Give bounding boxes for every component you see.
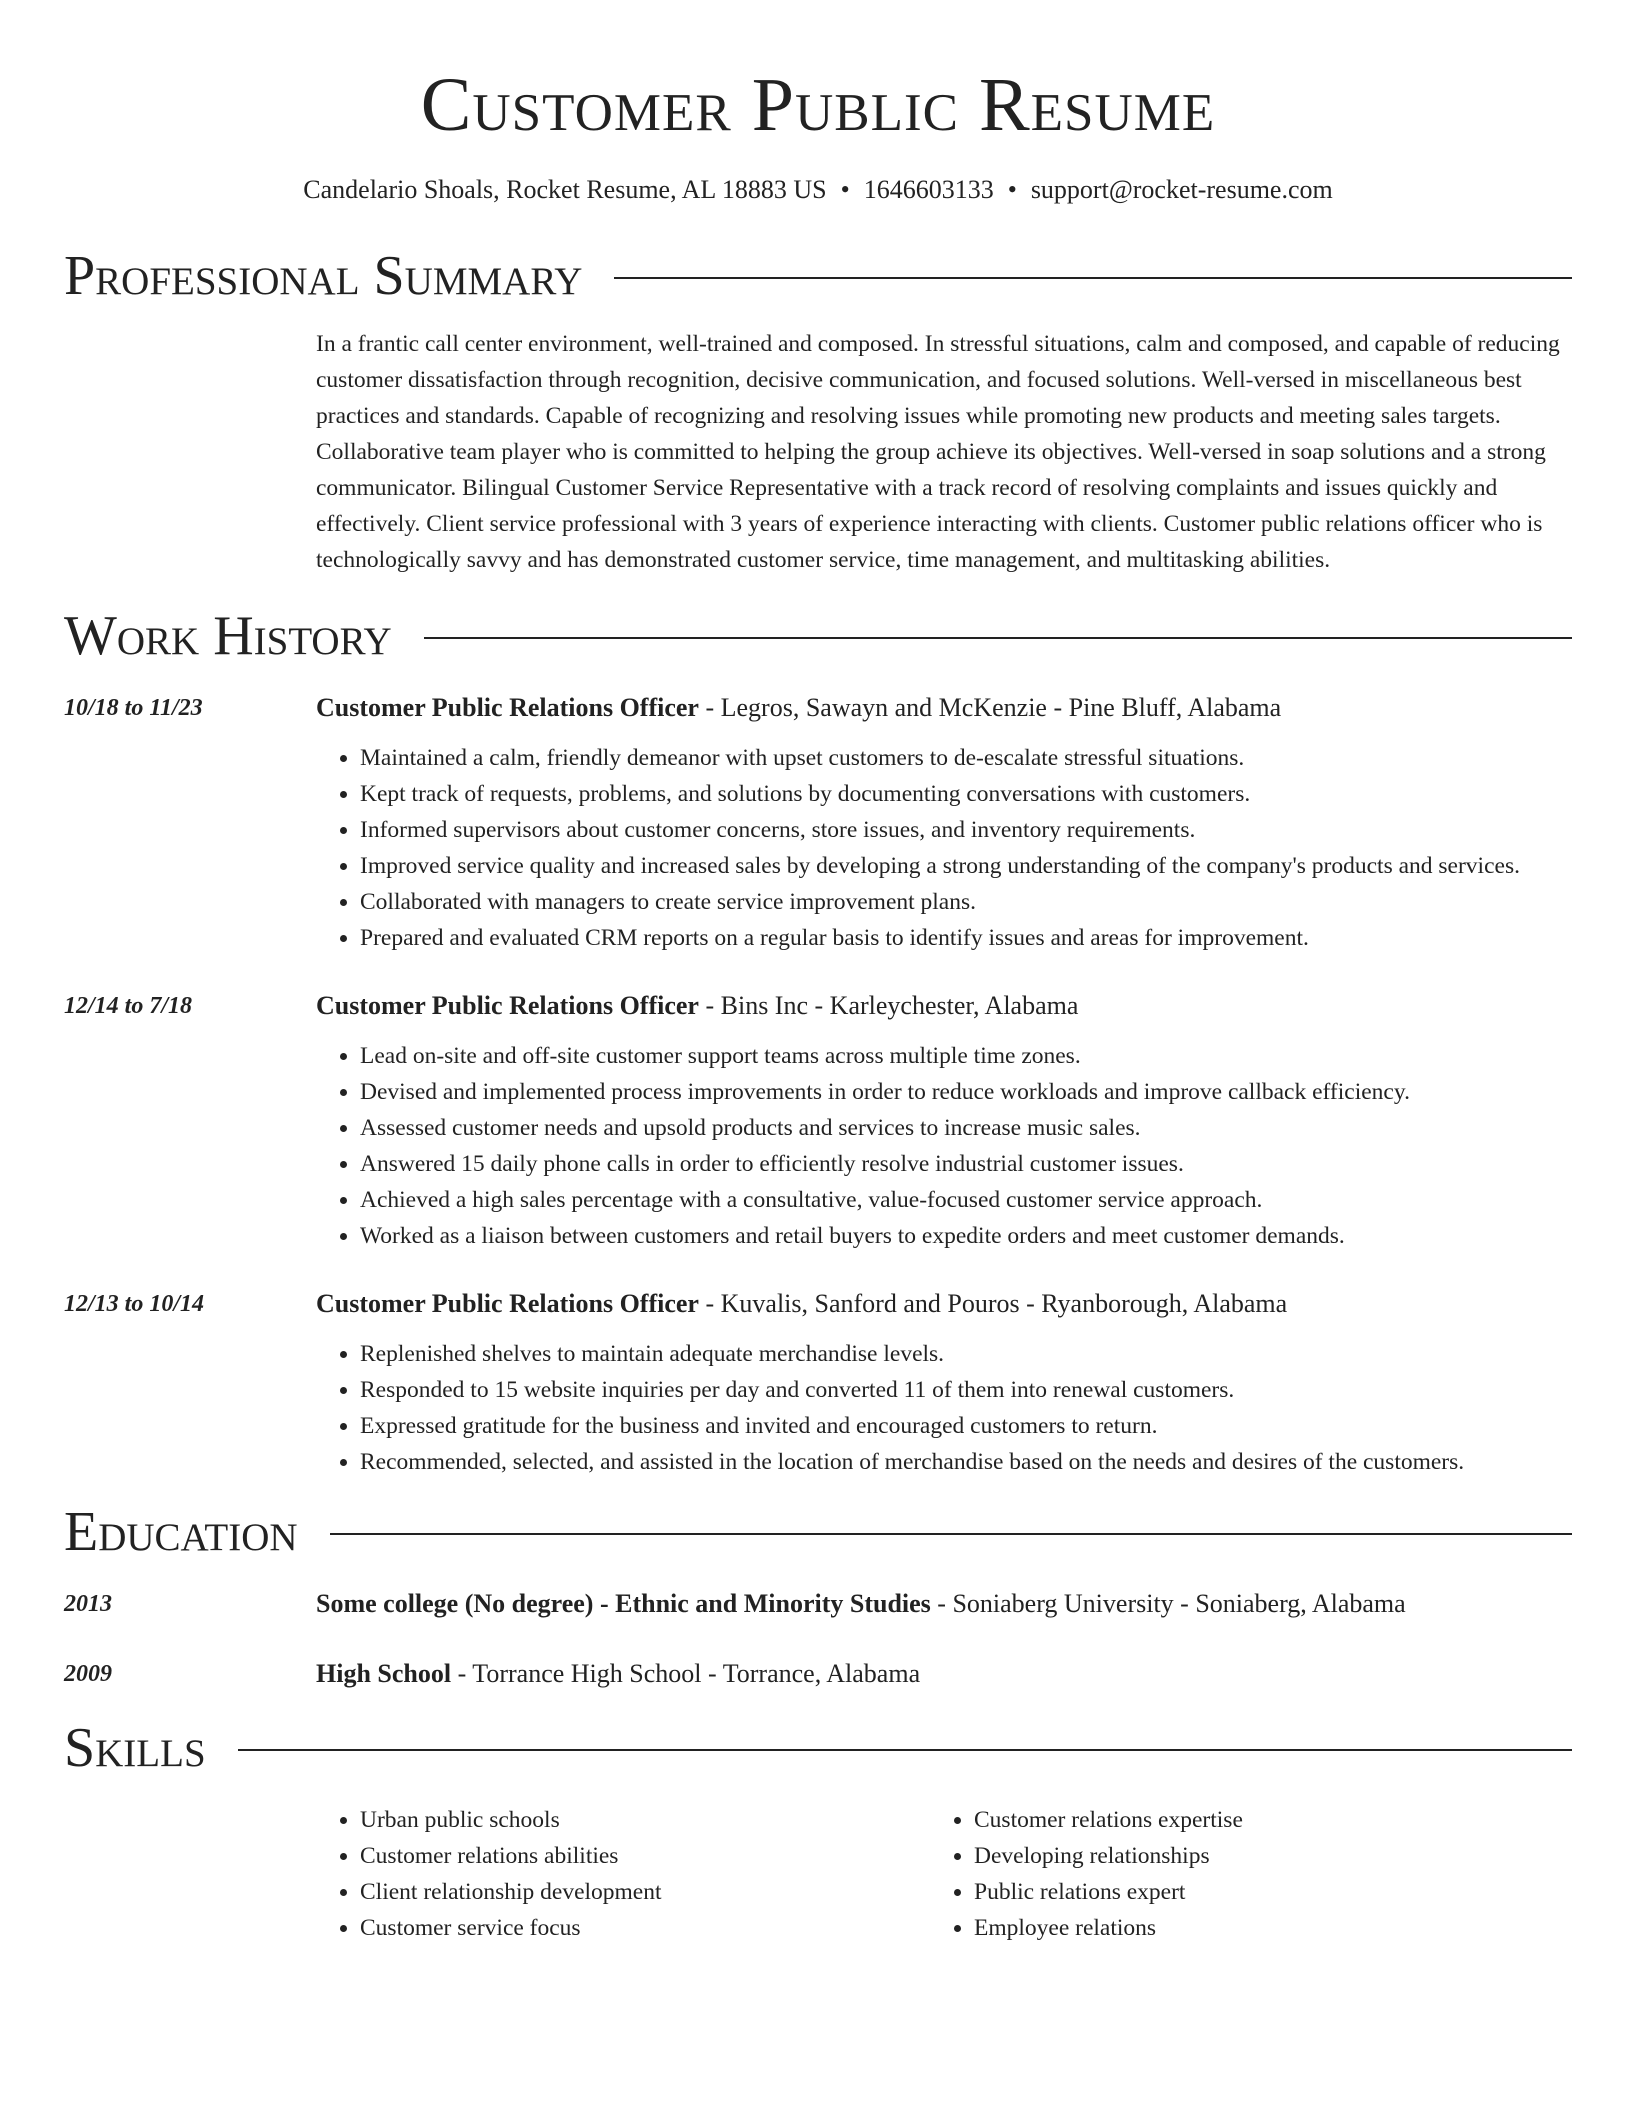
section-divider <box>614 277 1572 279</box>
skill-item: • Employee relations <box>974 1910 1544 1946</box>
work-entry <box>64 988 1572 1254</box>
section-divider <box>424 637 1572 639</box>
work-bullet: • Responded to 15 website inquiries per day and converted 11 of them into renewal customers. <box>360 1372 1572 1408</box>
skill-item: • Public relations expert <box>974 1874 1544 1910</box>
work-history-list <box>64 690 1572 1480</box>
education-entry-body <box>316 1586 1572 1622</box>
skills-column-left <box>316 1802 930 1946</box>
education-year: 2009 <box>64 1661 112 1687</box>
contact-separator: • <box>840 175 850 204</box>
skills-section-title: Skills <box>64 1717 206 1779</box>
contact-phone: 1646603133 <box>863 175 994 204</box>
job-employer: - Kuvalis, Sanford and Pouros - Ryanborough, Alabama <box>698 1289 1288 1318</box>
skill-item: • Client relationship development <box>360 1874 930 1910</box>
work-bullet: • Achieved a high sales percentage with a consultative, value-focused customer service approach. <box>360 1182 1572 1218</box>
skills-grid <box>316 1802 1572 1946</box>
work-dates: 12/14 to 7/18 <box>64 993 193 1019</box>
work-bullet: • Answered 15 daily phone calls in order to efficiently resolve industrial customer issues. <box>360 1146 1572 1182</box>
work-entry <box>64 690 1572 956</box>
skills-column-right <box>930 1802 1544 1946</box>
contact-separator: • <box>1007 175 1017 204</box>
education-title-line <box>316 1586 1572 1622</box>
work-bullets <box>316 1336 1572 1480</box>
skill-item: • Customer relations expertise <box>974 1802 1544 1838</box>
job-title: Customer Public Relations Officer <box>316 991 699 1020</box>
work-bullets <box>316 740 1572 956</box>
education-section-title: Education <box>64 1501 298 1563</box>
summary-text: In a frantic call center environment, well-trained and composed. In stressful situations, calm and composed, and capable of reducing customer dissatisfaction through recognition, decisive communication, and focused solutions. Well-versed in miscellaneous best practices and standards. Capable of recognizing and resolving issues while promoting new products and meeting sales targets. Collaborative team player who is committed to helping the group achieve its objectives. Well-versed in soap solutions and a strong communicator. Bilingual Customer Service Representative with a track record of resolving complaints and issues quickly and effectively. Client service professional with 3 years of experience interacting with clients. Customer public relations officer who is technologically savvy and has demonstrated customer service, time management, and multitasking abilities. <box>316 331 1560 573</box>
job-title: Customer Public Relations Officer <box>316 1289 699 1318</box>
education-entry <box>64 1586 1572 1622</box>
skill-item: • Urban public schools <box>360 1802 930 1838</box>
work-section-header <box>64 606 1572 666</box>
work-bullet: • Maintained a calm, friendly demeanor with upset customers to de-escalate stressful situations. <box>360 740 1572 776</box>
education-title-line <box>316 1656 1572 1692</box>
education-degree: Some college (No degree) - Ethnic and Minority Studies <box>316 1589 931 1618</box>
education-section-header <box>64 1502 1572 1562</box>
work-bullet: • Expressed gratitude for the business and invited and encouraged customers to return. <box>360 1408 1572 1444</box>
work-entry-body <box>316 1286 1572 1480</box>
education-entry-body <box>316 1656 1572 1692</box>
skill-item: • Developing relationships <box>974 1838 1544 1874</box>
work-bullet: • Prepared and evaluated CRM reports on a regular basis to identify issues and areas for improvement. <box>360 920 1572 956</box>
skill-item: • Customer relations abilities <box>360 1838 930 1874</box>
resume-name: Customer Public Resume <box>420 63 1216 147</box>
work-section-title: Work History <box>64 605 392 667</box>
job-employer: - Legros, Sawayn and McKenzie - Pine Bluff, Alabama <box>698 693 1282 722</box>
contact-email: support@rocket-resume.com <box>1030 175 1333 204</box>
work-bullet: • Informed supervisors about customer concerns, store issues, and inventory requirements. <box>360 812 1572 848</box>
work-bullet: • Collaborated with managers to create service improvement plans. <box>360 884 1572 920</box>
work-title-line <box>316 1286 1572 1322</box>
work-title-line <box>316 690 1572 726</box>
education-degree: High School <box>316 1659 452 1688</box>
resume-page <box>64 0 1572 1946</box>
summary-section-title: Professional Summary <box>64 245 583 307</box>
work-bullet: • Assessed customer needs and upsold products and services to increase music sales. <box>360 1110 1572 1146</box>
work-bullets <box>316 1038 1572 1254</box>
education-year: 2013 <box>64 1591 112 1617</box>
work-bullet: • Replenished shelves to maintain adequate merchandise levels. <box>360 1336 1572 1372</box>
work-entry-body <box>316 690 1572 956</box>
education-school: - Soniaberg University - Soniaberg, Alabama <box>930 1589 1406 1618</box>
work-entry <box>64 1286 1572 1480</box>
skills-section-header <box>64 1718 1572 1778</box>
work-bullet: • Devised and implemented process improvements in order to reduce workloads and improve callback efficiency. <box>360 1074 1572 1110</box>
work-bullet: • Recommended, selected, and assisted in the location of merchandise based on the needs and desires of the customers. <box>360 1444 1572 1480</box>
work-bullet: • Improved service quality and increased sales by developing a strong understanding of the company's products and services. <box>360 848 1572 884</box>
section-divider <box>238 1749 1572 1751</box>
contact-address: Candelario Shoals, Rocket Resume, AL 18883 US <box>303 175 827 204</box>
education-school: - Torrance High School - Torrance, Alabama <box>451 1659 921 1688</box>
work-bullet: • Worked as a liaison between customers and retail buyers to expedite orders and meet customer demands. <box>360 1218 1572 1254</box>
job-employer: - Bins Inc - Karleychester, Alabama <box>698 991 1079 1020</box>
work-title-line <box>316 988 1572 1024</box>
work-bullet: • Lead on-site and off-site customer support teams across multiple time zones. <box>360 1038 1572 1074</box>
summary-section-header <box>64 246 1572 306</box>
education-list <box>64 1586 1572 1692</box>
education-entry <box>64 1656 1572 1692</box>
section-divider <box>330 1533 1572 1535</box>
work-bullet: • Kept track of requests, problems, and solutions by documenting conversations with customers. <box>360 776 1572 812</box>
work-dates: 10/18 to 11/23 <box>64 695 203 721</box>
skill-item: • Customer service focus <box>360 1910 930 1946</box>
contact-line <box>64 174 1572 206</box>
job-title: Customer Public Relations Officer <box>316 693 699 722</box>
work-dates: 12/13 to 10/14 <box>64 1291 205 1317</box>
work-entry-body <box>316 988 1572 1254</box>
